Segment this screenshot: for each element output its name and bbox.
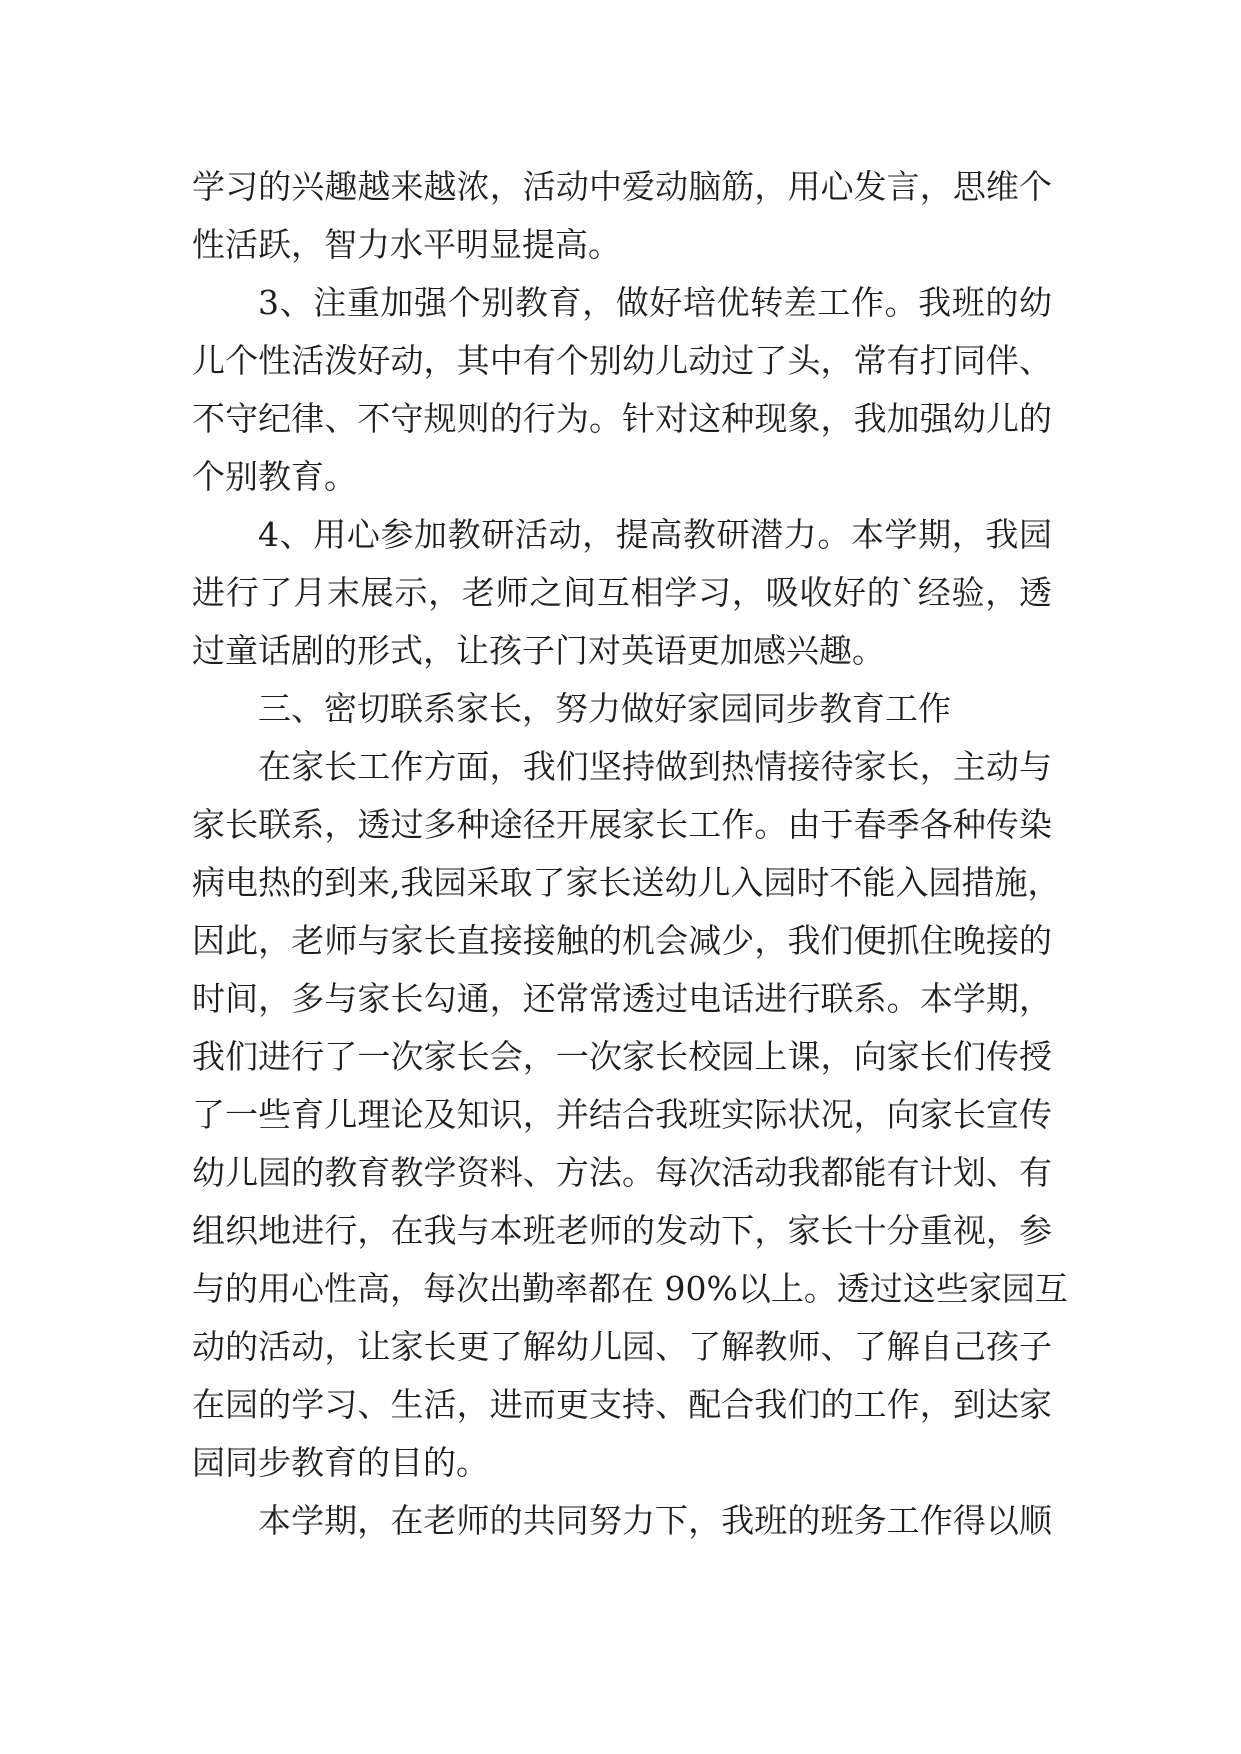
text-line: 儿个性活泼好动，其中有个别幼儿动过了头，常有打同伴、 <box>192 341 1052 380</box>
text-line: 时间，多与家长勾通，还常常透过电话进行联系。本学期， <box>192 979 1052 1018</box>
text-line: 不守纪律、不守规则的行为。针对这种现象，我加强幼儿的 <box>192 399 1052 438</box>
body-text <box>192 158 1068 1550</box>
text-line: 三、密切联系家长，努力做好家园同步教育工作 <box>258 689 951 728</box>
text-line: 了一些育儿理论及知识，并结合我班实际状况，向家长宣传 <box>192 1095 1052 1134</box>
text-line: 组织地进行，在我与本班老师的发动下，家长十分重视，参 <box>192 1211 1052 1250</box>
text-line: 过童话剧的形式，让孩子门对英语更加感兴趣。 <box>192 631 885 670</box>
text-line: 性活跃，智力水平明显提高。 <box>192 225 621 264</box>
text-line: 本学期，在老师的共同努力下，我班的班务工作得以顺 <box>258 1501 1052 1540</box>
text-line: 园同步教育的目的。 <box>192 1443 489 1482</box>
text-line: 幼儿园的教育教学资料、方法。每次活动我都能有计划、有 <box>192 1153 1052 1192</box>
text-line: 病电热的到来,我园采取了家长送幼儿入园时不能入园措施， <box>192 863 1061 902</box>
text-line: 3、注重加强个别教育，做好培优转差工作。我班的幼 <box>258 283 1052 322</box>
text-line: 动的活动，让家长更了解幼儿园、了解教师、了解自己孩子 <box>192 1327 1052 1366</box>
text-line: 家长联系，透过多种途径开展家长工作。由于春季各种传染 <box>192 805 1052 844</box>
text-line: 在园的学习、生活，进而更支持、配合我们的工作，到达家 <box>192 1385 1052 1424</box>
text-line: 学习的兴趣越来越浓，活动中爱动脑筋，用心发言，思维个 <box>192 167 1052 206</box>
text-line: 与的用心性高，每次出勤率都在 90%以上。透过这些家园互 <box>192 1269 1068 1308</box>
text-line: 4、用心参加教研活动，提高教研潜力。本学期，我园 <box>258 515 1052 554</box>
text-line: 在家长工作方面，我们坚持做到热情接待家长，主动与 <box>258 747 1052 786</box>
text-line: 因此，老师与家长直接接触的机会减少，我们便抓住晚接的 <box>192 921 1052 960</box>
text-line: 进行了月末展示，老师之间互相学习，吸收好的`经验，透 <box>192 573 1052 612</box>
text-line: 我们进行了一次家长会，一次家长校园上课，向家长们传授 <box>192 1037 1052 1076</box>
text-line: 个别教育。 <box>192 457 357 496</box>
